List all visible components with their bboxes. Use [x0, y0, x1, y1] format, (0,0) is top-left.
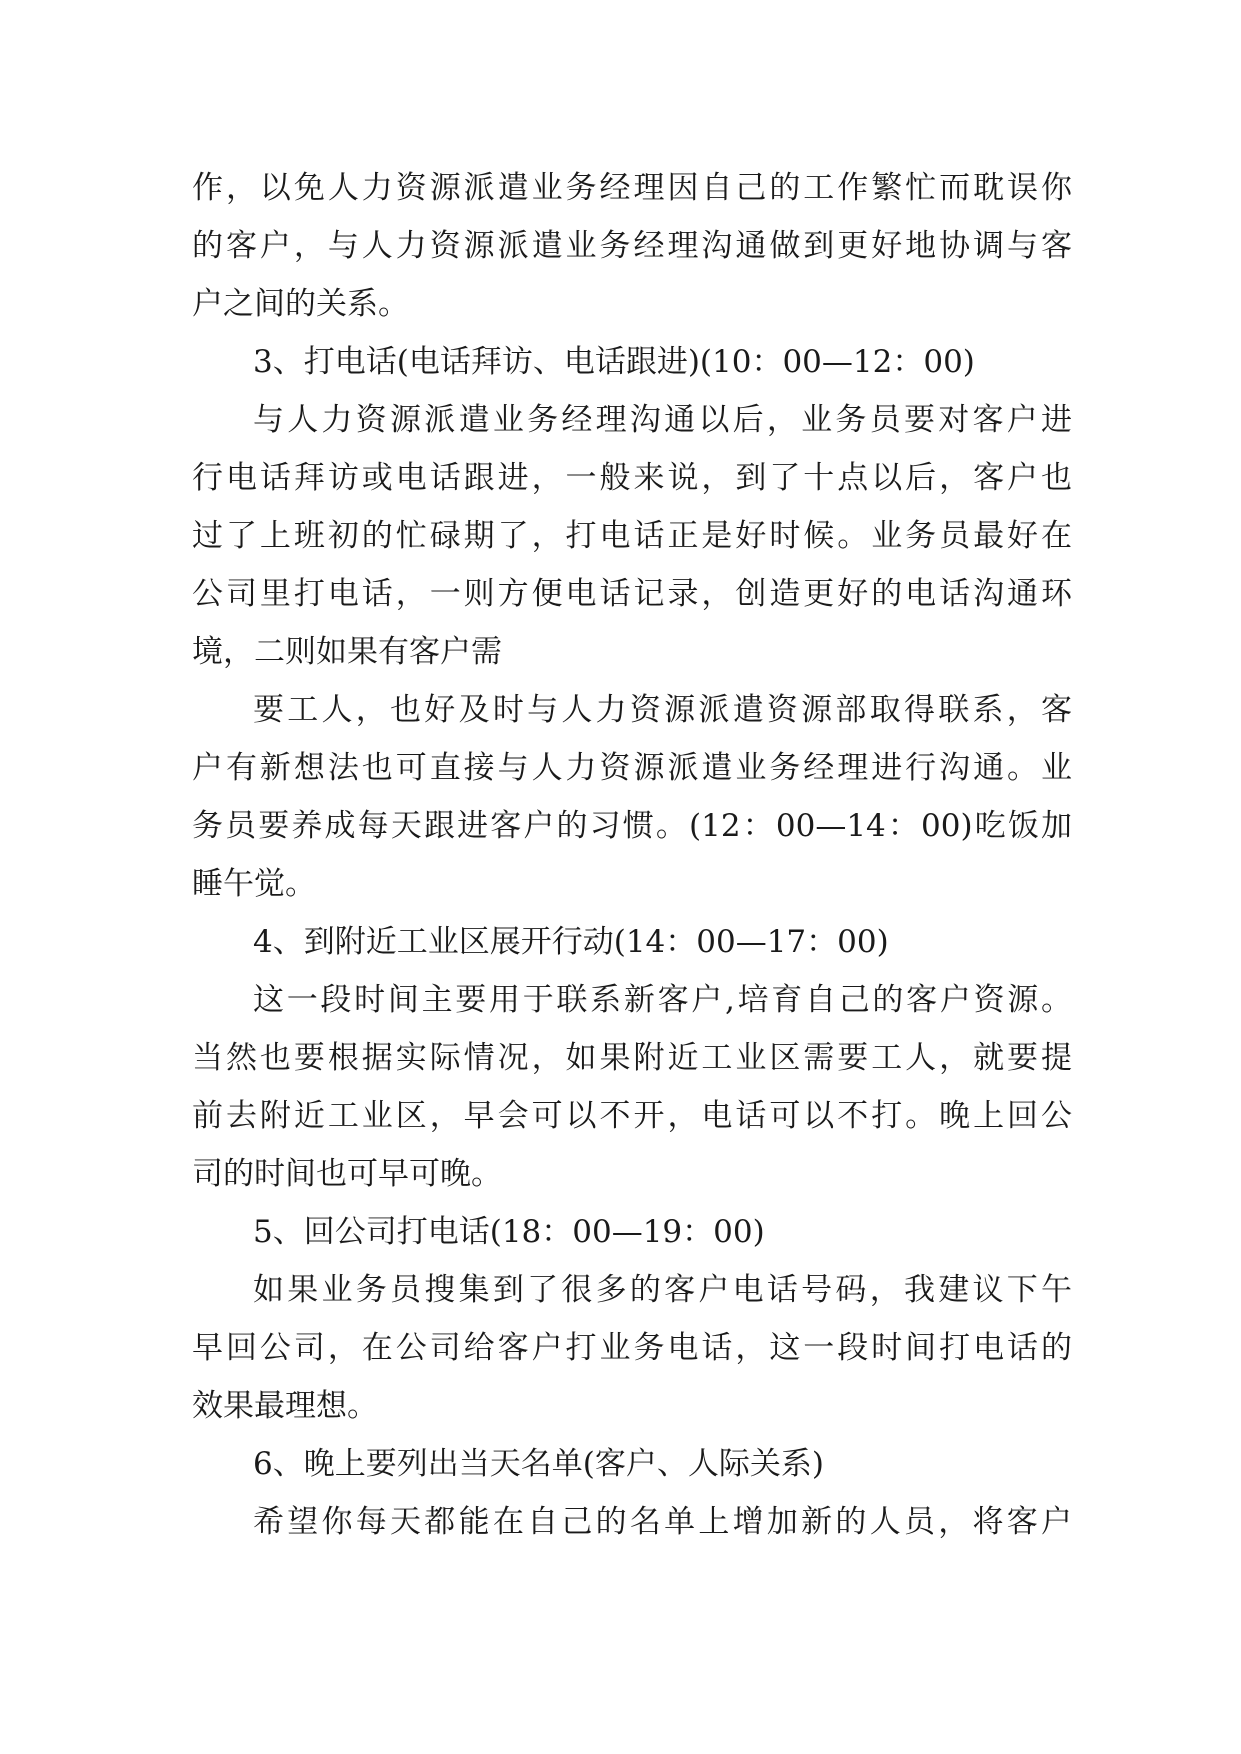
text-line-15: 这一段时间主要用于联系新客户,培育自己的客户资源。 — [253, 982, 1072, 1018]
text-line-8: 公司里打电话，一则方便电话记录，创造更好的电话沟通环 — [192, 576, 1072, 612]
text-line-21: 早回公司，在公司给客户打业务电话，这一段时间打电话的 — [192, 1330, 1072, 1366]
text-line-2: 的客户，与人力资源派遣业务经理沟通做到更好地协调与客 — [192, 228, 1072, 264]
text-line-18: 司的时间也可早可晚。 — [192, 1156, 502, 1192]
text-line-17: 前去附近工业区，早会可以不开，电话可以不打。晚上回公 — [192, 1098, 1072, 1134]
text-line-7: 过了上班初的忙碌期了，打电话正是好时候。业务员最好在 — [192, 518, 1072, 554]
text-line-20: 如果业务员搜集到了很多的客户电话号码，我建议下午 — [253, 1272, 1072, 1308]
text-line-24: 希望你每天都能在自己的名单上增加新的人员，将客户 — [253, 1504, 1072, 1540]
text-line-9: 境，二则如果有客户需 — [192, 634, 502, 670]
text-line-13: 睡午觉。 — [192, 866, 316, 902]
section-heading-4: 4、到附近工业区展开行动(14：00—17：00) — [253, 924, 889, 960]
section-heading-6: 6、晚上要列出当天名单(客户、人际关系) — [253, 1446, 824, 1482]
section-heading-5: 5、回公司打电话(18：00—19：00) — [253, 1214, 765, 1250]
text-line-6: 行电话拜访或电话跟进，一般来说，到了十点以后，客户也 — [192, 460, 1072, 496]
text-line-1: 作，以免人力资源派遣业务经理因自己的工作繁忙而耽误你 — [192, 170, 1072, 206]
text-line-5: 与人力资源派遣业务经理沟通以后，业务员要对客户进 — [253, 402, 1072, 438]
text-line-22: 效果最理想。 — [192, 1388, 378, 1424]
text-line-11: 户有新想法也可直接与人力资源派遣业务经理进行沟通。业 — [192, 750, 1072, 786]
text-line-16: 当然也要根据实际情况，如果附近工业区需要工人，就要提 — [192, 1040, 1072, 1076]
text-line-12: 务员要养成每天跟进客户的习惯。(12：00—14：00)吃饭加 — [192, 808, 1072, 844]
text-line-3: 户之间的关系。 — [192, 286, 409, 322]
text-line-10: 要工人，也好及时与人力资源派遣资源部取得联系，客 — [253, 692, 1072, 728]
section-heading-3: 3、打电话(电话拜访、电话跟进)(10：00—12：00) — [253, 344, 975, 380]
